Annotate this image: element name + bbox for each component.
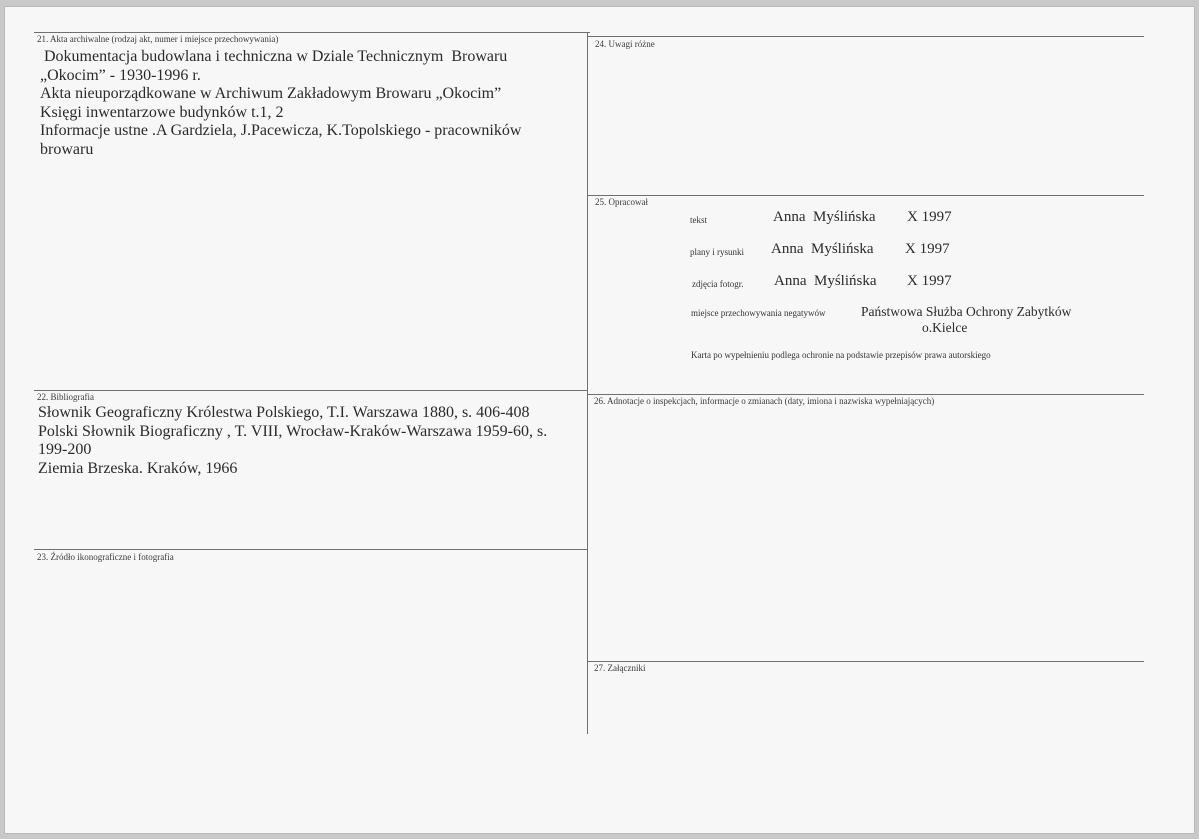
- top-rule-right: [588, 36, 1144, 37]
- section-22-line: Ziemia Brzeska. Kraków, 1966: [38, 459, 238, 477]
- section-22-text: [38, 404, 547, 478]
- section-25-label: 25. Opracował: [595, 197, 648, 207]
- record-card: [4, 6, 1195, 834]
- section-21-line: Akta nieuporządkowane w Archiwum Zakładowym Browaru „Okocim”: [40, 85, 502, 102]
- rule-section-26: [588, 394, 1144, 395]
- row-date-tekst: X 1997: [907, 209, 952, 225]
- section-22-line: 199-200: [38, 441, 92, 458]
- row-key-zdjecia: zdjęcia fotogr.: [692, 279, 744, 289]
- section-22-label: 22. Bibliografia: [37, 392, 94, 402]
- section-24-label: 24. Uwagi różne: [595, 39, 655, 49]
- section-21-line: Księgi inwentarzowe budynków t.1, 2: [40, 103, 284, 121]
- row-date-zdjecia: X 1997: [907, 273, 952, 289]
- negatives-label: miejsce przechowywania negatywów: [691, 308, 826, 318]
- rule-section-25: [588, 195, 1144, 196]
- section-22-line: Słownik Geograficzny Królestwa Polskiego, T.I. Warszawa 1880, s. 406-408: [38, 404, 530, 421]
- copyright-note: Karta po wypełnieniu podlega ochronie na podstawie przepisów prawa autorskiego: [691, 350, 991, 360]
- section-21-line: „Okocim” - 1930-1996 r.: [40, 66, 201, 84]
- negatives-value: Państwowa Służba Ochrony Zabytków: [861, 304, 1072, 319]
- row-key-tekst: tekst: [690, 215, 707, 225]
- rule-section-27: [588, 661, 1144, 662]
- section-21-label: 21. Akta archiwalne (rodzaj akt, numer i miejsce przechowywania): [37, 34, 279, 44]
- row-key-plany: plany i rysunki: [690, 247, 744, 257]
- section-26-label: 26. Adnotacje o inspekcjach, informacje o zmianach (daty, imiona i nazwiska wypełniających): [594, 396, 935, 406]
- section-27-label: 27. Załączniki: [594, 663, 646, 673]
- row-date-plany: X 1997: [905, 241, 950, 257]
- row-name-zdjecia: Anna Myślińska: [774, 273, 877, 289]
- center-divider: [587, 32, 588, 734]
- section-21-line: browaru: [40, 140, 94, 158]
- row-name-tekst: Anna Myślińska: [773, 209, 876, 225]
- section-21-line: Dokumentacja budowlana i techniczna w Dziale Technicznym Browaru: [40, 48, 508, 65]
- rule-section-22: [34, 390, 588, 391]
- section-22-line: Polski Słownik Biograficzny , T. VIII, Wrocław-Kraków-Warszawa 1959-60, s.: [38, 422, 548, 440]
- rule-section-23: [34, 549, 588, 550]
- negatives-location: o.Kielce: [922, 320, 968, 335]
- section-21-text: [40, 48, 521, 159]
- row-name-plany: Anna Myślińska: [771, 241, 874, 257]
- section-21-line: Informacje ustne .A Gardziela, J.Pacewicza, K.Topolskiego - pracowników: [40, 122, 522, 139]
- top-rule-left: [34, 32, 590, 33]
- section-23-label: 23. Źródło ikonograficzne i fotografia: [37, 552, 174, 562]
